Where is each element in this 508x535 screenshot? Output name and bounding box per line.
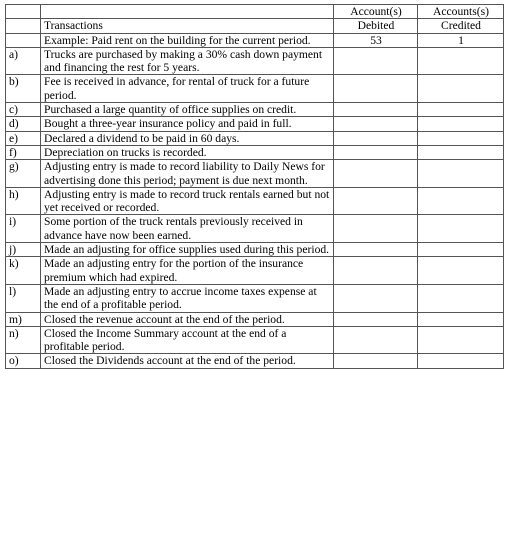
row-letter: a) <box>6 47 41 75</box>
debited-account-cell[interactable] <box>334 243 418 257</box>
row-letter: m) <box>6 312 41 326</box>
transactions-table-body <box>6 5 504 369</box>
row-description: Trucks are purchased by making a 30% cash down payment and financing the rest for 5 years. <box>41 47 334 75</box>
credited-account-cell[interactable] <box>418 103 504 117</box>
credited-header-top: Accounts(s) <box>418 5 504 19</box>
credited-account-cell[interactable] <box>418 354 504 368</box>
row-description: Closed the Dividends account at the end of the period. <box>41 354 334 368</box>
row-letter: f) <box>6 145 41 159</box>
row-letter: l) <box>6 284 41 312</box>
credited-account-cell[interactable] <box>418 145 504 159</box>
row-letter: c) <box>6 103 41 117</box>
credited-account-cell[interactable] <box>418 160 504 188</box>
credited-account-cell[interactable] <box>418 215 504 243</box>
debited-account-cell[interactable] <box>334 145 418 159</box>
debited-header-top: Account(s) <box>334 5 418 19</box>
row-letter: h) <box>6 187 41 215</box>
row-description: Adjusting entry is made to record liability to Daily News for advertising done this period; payment is due next month. <box>41 160 334 188</box>
row-description: Bought a three-year insurance policy and paid in full. <box>41 117 334 131</box>
row-description: Made an adjusting entry for the portion of the insurance premium which had expired. <box>41 257 334 285</box>
credited-account-cell[interactable] <box>418 326 504 354</box>
row-description: Adjusting entry is made to record truck rentals earned but not yet received or recorded. <box>41 187 334 215</box>
row-description: Made an adjusting for office supplies used during this period. <box>41 243 334 257</box>
table-row <box>6 354 504 368</box>
debited-account-cell[interactable] <box>334 103 418 117</box>
table-row <box>6 326 504 354</box>
debited-account-cell[interactable] <box>334 312 418 326</box>
table-row <box>6 257 504 285</box>
example-debited-cell: 53 <box>334 33 418 47</box>
row-description: Some portion of the truck rentals previously received in advance have now been earned. <box>41 215 334 243</box>
row-description: Depreciation on trucks is recorded. <box>41 145 334 159</box>
row-description: Made an adjusting entry to accrue income taxes expense at the end of a profitable period. <box>41 284 334 312</box>
row-letter: d) <box>6 117 41 131</box>
row-letter: g) <box>6 160 41 188</box>
credited-account-cell[interactable] <box>418 284 504 312</box>
credited-account-cell[interactable] <box>418 47 504 75</box>
debited-header-bottom: Debited <box>334 19 418 33</box>
header-row-bottom <box>6 19 504 33</box>
row-letter: k) <box>6 257 41 285</box>
credited-account-cell[interactable] <box>418 117 504 131</box>
credited-account-cell[interactable] <box>418 257 504 285</box>
row-letter: i) <box>6 215 41 243</box>
table-row <box>6 117 504 131</box>
transactions-table <box>5 4 504 369</box>
example-row <box>6 33 504 47</box>
header-letter-cell <box>6 19 41 33</box>
table-row <box>6 145 504 159</box>
header-row-top <box>6 5 504 19</box>
debited-account-cell[interactable] <box>334 257 418 285</box>
debited-account-cell[interactable] <box>334 187 418 215</box>
table-row <box>6 131 504 145</box>
debited-account-cell[interactable] <box>334 354 418 368</box>
table-row <box>6 187 504 215</box>
table-row <box>6 312 504 326</box>
credited-account-cell[interactable] <box>418 131 504 145</box>
credited-account-cell[interactable] <box>418 312 504 326</box>
row-description: Fee is received in advance, for rental of truck for a future period. <box>41 75 334 103</box>
table-row <box>6 47 504 75</box>
debited-account-cell[interactable] <box>334 75 418 103</box>
table-row <box>6 284 504 312</box>
table-row <box>6 75 504 103</box>
debited-account-cell[interactable] <box>334 47 418 75</box>
table-row <box>6 243 504 257</box>
table-row <box>6 215 504 243</box>
debited-account-cell[interactable] <box>334 131 418 145</box>
credited-header-bottom: Credited <box>418 19 504 33</box>
table-row <box>6 160 504 188</box>
row-description: Closed the revenue account at the end of the period. <box>41 312 334 326</box>
row-description: Purchased a large quantity of office supplies on credit. <box>41 103 334 117</box>
row-letter: n) <box>6 326 41 354</box>
debited-account-cell[interactable] <box>334 326 418 354</box>
row-description: Closed the Income Summary account at the end of a profitable period. <box>41 326 334 354</box>
credited-account-cell[interactable] <box>418 75 504 103</box>
row-letter: b) <box>6 75 41 103</box>
example-text: Example: Paid rent on the building for the current period. <box>41 33 334 47</box>
table-row <box>6 103 504 117</box>
row-description: Declared a dividend to be paid in 60 days. <box>41 131 334 145</box>
debited-account-cell[interactable] <box>334 215 418 243</box>
credited-account-cell[interactable] <box>418 243 504 257</box>
debited-account-cell[interactable] <box>334 160 418 188</box>
header-letter-cell <box>6 5 41 19</box>
example-letter-cell <box>6 33 41 47</box>
credited-account-cell[interactable] <box>418 187 504 215</box>
row-letter: o) <box>6 354 41 368</box>
debited-account-cell[interactable] <box>334 117 418 131</box>
debited-account-cell[interactable] <box>334 284 418 312</box>
row-letter: j) <box>6 243 41 257</box>
example-credited-cell: 1 <box>418 33 504 47</box>
transactions-header: Transactions <box>41 19 334 33</box>
header-desc-cell <box>41 5 334 19</box>
row-letter: e) <box>6 131 41 145</box>
